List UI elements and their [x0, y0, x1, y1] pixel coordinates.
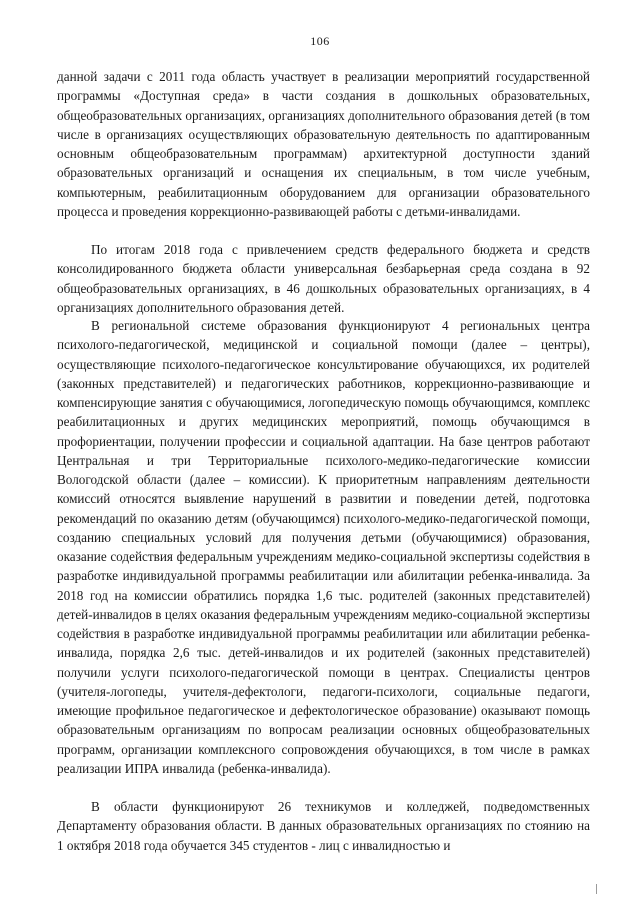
body-text-2: [57, 240, 590, 317]
paragraph-1: данной задачи с 2011 года область участвует в реализации мероприятий государственной программы «Доступная среда» в части создания в дошкольных образовательных, общеобразовательных организациях, организациях дополнительного образования детей (в том числе в организациях осуществляющих образовательную деятельность по адаптированным основным общеобразовательным программам) архитектурной доступности зданий образовательных организаций и оснащения их специальным, в том числе учебным, компьютерным, реабилитационным оборудованием для организации образовательного процесса и проведения коррекционно-развивающей работы с детьми-инвалидами.: [57, 69, 590, 219]
paragraph-3: В региональной системе образования функционируют 4 региональных центра психолого-педагогической, медицинской и социальной помощи (далее – центры), осуществляющие психолого-педагогическое консультирование обучающихся, их родителей (законных представителей) и педагогических работников, коррекционно-развивающие и компенсирующие занятия с обучающимися, логопедическую помощь обучающимся, комплекс реабилитационных и других медицинских мероприятий, помощь обучающимся в профориентации, получении профессии и социальной адаптации. На базе центров работают Центральная и три Территориальные психолого-медико-педагогические комиссии Вологодской области (далее – комиссии). К приоритетным направлениям деятельности комиссий относятся выявление нарушений в развитии и поведении детей, подготовка рекомендаций по оказанию детям (обучающимся) психолого-медико-педагогической помощи, созданию специальных условий для получения детьми (обучающимися) образования, оказание содействия федеральным учреждениям медико-социальной экспертизы содействия в разработке индивидуальной программы реабилитации или абилитации ребенка-инвалида. За 2018 год на комиссии обратились порядка 1,6 тыс. родителей (законных представителей) детей-инвалидов в целях оказания федеральным учреждениям медико-социальной экспертизы содействия в разработке индивидуальной программы реабилитации или абилитации ребенка-инвалида, порядка 2,6 тыс. детей-инвалидов и их родителей (законных представителей) получили услуги психолого-педагогической помощи в центрах. Специалисты центров (учителя-логопеды, учителя-дефектологи, педагоги-психологи, социальные педагоги, имеющие профильное педагогическое и дефектологическое образование) оказывают помощь образовательным организациям по вопросам реализации основных общеобразовательных программ, организации комплексного сопровождения обучающихся, в том числе в рамках реализации ИПРА инвалида (ребенка-инвалида).: [57, 318, 590, 776]
paragraph-4: В области функционируют 26 техникумов и колледжей, подведомственных Департаменту образования области. В данных образовательных организациях по стоянию на 1 октября 2018 года обучается 345 студентов - лиц с инвалидностью и: [57, 799, 590, 853]
body-text: [57, 67, 590, 221]
paragraph-2: По итогам 2018 года с привлечением средств федерального бюджета и средств консолидированного бюджета области универсальная безбарьерная среда создана в 92 общеобразовательных организациях, в 46 дошкольных образовательных организациях, в 4 организациях дополнительного образования детей.: [57, 242, 590, 315]
page-number: 106: [310, 34, 330, 48]
scan-artifact-mark: [596, 884, 597, 894]
body-text-3: [57, 316, 590, 778]
body-text-4: [57, 797, 590, 855]
